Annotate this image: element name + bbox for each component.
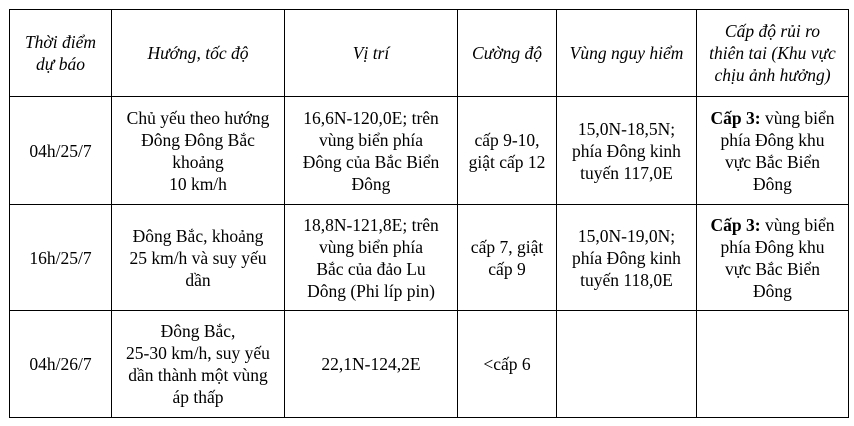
cell-intensity: <cấp 6 xyxy=(458,311,557,418)
header-row xyxy=(10,10,849,97)
risk-area-text: vùng biển phía Đông khu vực Bắc Biển Đông xyxy=(720,107,835,194)
cell-time: 04h/25/7 xyxy=(10,97,112,205)
table-row xyxy=(10,97,849,205)
forecast-table-container xyxy=(9,9,849,418)
cell-direction: Đông Bắc, 25-30 km/h, suy yếu dần thành một vùng áp thấp xyxy=(112,311,285,418)
cell-intensity: cấp 9-10, giật cấp 12 xyxy=(458,97,557,205)
forecast-table xyxy=(9,9,849,418)
cell-time: 16h/25/7 xyxy=(10,205,112,311)
cell-risk xyxy=(697,97,849,205)
cell-risk xyxy=(697,205,849,311)
table-row xyxy=(10,205,849,311)
header-direction-speed: Hướng, tốc độ xyxy=(112,10,285,97)
cell-position: 18,8N-121,8E; trên vùng biển phía Bắc của đảo Lu Dông (Phi líp pin) xyxy=(285,205,458,311)
header-intensity: Cường độ xyxy=(458,10,557,97)
cell-risk xyxy=(697,311,849,418)
risk-level-label: Cấp 3: xyxy=(710,107,761,128)
cell-time: 04h/26/7 xyxy=(10,311,112,418)
cell-intensity: cấp 7, giật cấp 9 xyxy=(458,205,557,311)
header-risk-level: Cấp độ rủi ro thiên tai (Khu vực chịu ảnh hưởng) xyxy=(697,10,849,97)
table-row xyxy=(10,311,849,418)
header-position: Vị trí xyxy=(285,10,458,97)
risk-area-text: vùng biển phía Đông khu vực Bắc Biển Đông xyxy=(720,214,835,301)
header-danger-zone: Vùng nguy hiểm xyxy=(557,10,697,97)
cell-danger-zone xyxy=(557,311,697,418)
cell-position: 16,6N-120,0E; trên vùng biển phía Đông của Bắc Biển Đông xyxy=(285,97,458,205)
cell-danger-zone: 15,0N-18,5N; phía Đông kinh tuyến 117,0E xyxy=(557,97,697,205)
cell-direction: Chủ yếu theo hướng Đông Đông Bắc khoảng 10 km/h xyxy=(112,97,285,205)
risk-level-label: Cấp 3: xyxy=(710,214,761,235)
cell-position: 22,1N-124,2E xyxy=(285,311,458,418)
cell-danger-zone: 15,0N-19,0N; phía Đông kinh tuyến 118,0E xyxy=(557,205,697,311)
cell-direction: Đông Bắc, khoảng 25 km/h và suy yếu dần xyxy=(112,205,285,311)
header-time: Thời điểm dự báo xyxy=(10,10,112,97)
